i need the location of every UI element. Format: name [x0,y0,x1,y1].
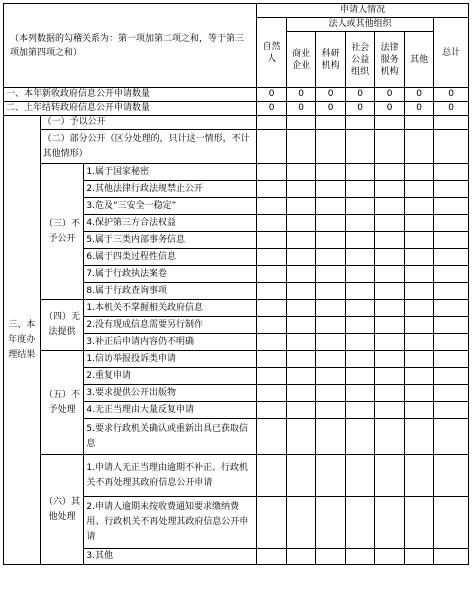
cell-value: 0 [257,102,287,116]
list-item: 1.本机关不掌握相关政府信息 [84,300,257,317]
g1-label: （一）予以公开 [40,116,257,130]
list-item: 3.危及“三安全一稳定” [84,198,257,215]
g4-label: （四）无法提供 [40,300,84,351]
g5-label: （五）不予处理 [40,351,84,455]
list-item: 4.无正当理由大量反复申请 [84,402,257,419]
natural-person-header: 自然人 [257,18,287,88]
list-item: 2.其他法律行政法规禁止公开 [84,181,257,198]
g2-label: （二）部分公开（区分处理的，只计这一情形，不计其他情形） [40,130,257,164]
cell-value: 0 [434,88,469,102]
g6-label: （六）其他处理 [40,455,84,565]
cell-value: 0 [434,102,469,116]
cell-value: 0 [316,102,346,116]
list-item: 1.属于国家秘密 [84,164,257,181]
list-item: 2.重复申请 [84,368,257,385]
commercial-header: 商业企业 [286,32,316,88]
section3-label: 三、本年度办理结果 [4,116,41,565]
list-item: 1.信访举报投诉类申请 [84,351,257,368]
cell-value: 0 [286,102,316,116]
cell-value: 0 [404,102,434,116]
list-item: 6.属于四类过程性信息 [84,249,257,266]
cell-value: 0 [286,88,316,102]
list-item: 2.申请人逾期未按收费通知要求缴纳费用、行政机关不再处理其政府信息公开申请 [84,497,257,549]
other-header: 其他 [404,32,434,88]
cell-value: 0 [316,88,346,102]
research-header: 科研机构 [316,32,346,88]
cell-value: 0 [375,88,405,102]
list-item: 5.属于三类内部事务信息 [84,232,257,249]
row2-label: 二、上年结转政府信息公开申请数量 [4,102,257,116]
social-header: 社会公益组织 [345,32,375,88]
disclosure-statistics-table [3,3,469,565]
row1-label: 一、本年新收政府信息公开申请数量 [4,88,257,102]
g3-label: （三）不予公开 [40,164,84,300]
list-item: 5.要求行政机关确认或重新出具已获取信息 [84,419,257,455]
list-item: 8.属于行政查询事项 [84,283,257,300]
list-item: 3.其他 [84,549,257,565]
cell-value: 0 [257,88,287,102]
cell-value: 0 [375,102,405,116]
legal-entity-header: 法人或其他组织 [286,18,434,32]
list-item: 2.没有现成信息需要另行制作 [84,317,257,334]
list-item: 4.保护第三方合法权益 [84,215,257,232]
applicant-situation-header: 申请人情况 [257,4,469,18]
list-item: 1.申请人无正当理由逾期不补正、行政机关不再处理其政府信息公开申请 [84,455,257,497]
list-item: 3.要求提供公开出版物 [84,385,257,402]
header-note: （本列数据的勾稽关系为：第一项加第二项之和，等于第三项加第四项之和） [4,4,257,88]
cell-value: 0 [345,88,375,102]
list-item: 3.补正后申请内容仍不明确 [84,334,257,351]
cell-value: 0 [345,102,375,116]
legal-service-header: 法律服务机构 [375,32,405,88]
cell-value: 0 [404,88,434,102]
total-header: 总计 [434,18,469,88]
list-item: 7.属于行政执法案卷 [84,266,257,283]
